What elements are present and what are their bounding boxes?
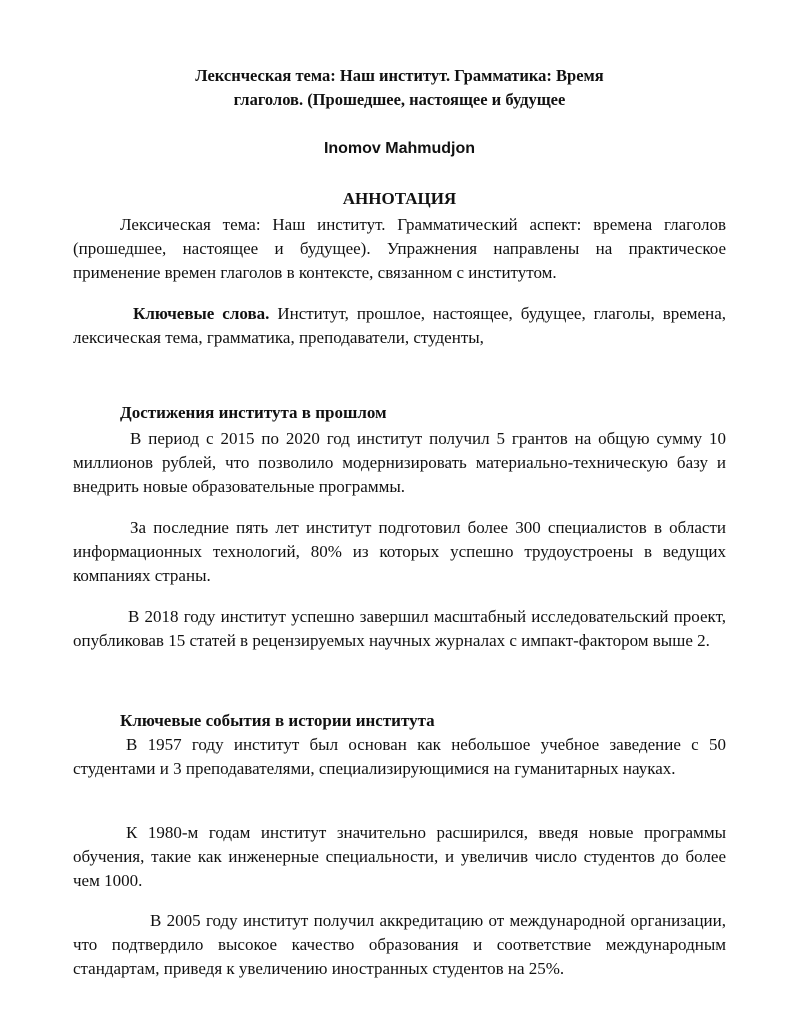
keywords-text: Институт, прошлое, настоящее, будущее, глаголы, времена, лексическая тема, грамматика, преподаватели, студенты, xyxy=(73,304,726,347)
section-heading-key-events: Ключевые события в истории института xyxy=(120,711,435,730)
document-title-line-1: Лекснческая тема: Наш институт. Грамматика: Время xyxy=(195,66,604,85)
author-name: Inomov Mahmudjon xyxy=(323,140,476,157)
section1-paragraph-2: За последние пять лет институт подготовил более 300 специалистов в области информационных технологий, 80% из которых успешно трудоустроены в ведущих компаниях страны. xyxy=(73,518,726,585)
keywords-label: Ключевые слова. xyxy=(133,304,270,323)
section2-paragraph-2: К 1980-м годам институт значительно расширился, введя новые программы обучения, такие как инженерные специальности, и увеличив число студентов до более чем 1000. xyxy=(73,823,726,890)
annotation-paragraph: Лексическая тема: Наш институт. Грамматический аспект: времена глаголов (прошедшее, настоящее и будущее). Упражнения направлены на практическое применение времен глаголов в контексте, связанном с институтом. xyxy=(73,215,726,282)
section-heading-past-achievements: Достижения института в прошлом xyxy=(120,403,387,422)
section2-paragraph-1: В 1957 году институт был основан как небольшое учебное заведение с 50 студентами и 3 преподавателями, специализирующимися на гуманитарных науках. xyxy=(73,735,726,778)
keywords-paragraph xyxy=(73,302,726,350)
section1-paragraph-3: В 2018 году институт успешно завершил масштабный исследовательский проект, опубликовав 15 статей в рецензируемых научных журналах с импакт-фактором выше 2. xyxy=(73,607,726,650)
section2-paragraph-3: В 2005 году институт получил аккредитацию от международной организации, что подтвердило высокое качество образования и соответствие международным стандартам, приведя к увеличению иностранных студентов на 25%. xyxy=(73,911,726,978)
document-page xyxy=(73,0,726,1035)
document-title-line-2: глаголов. (Прошедшее, настоящее и будущее xyxy=(233,90,566,109)
section1-paragraph-1: В период с 2015 по 2020 год институт получил 5 грантов на общую сумму 10 миллионов рублей, что позволило модернизировать материально-техническую базу и внедрить новые образовательные программы. xyxy=(73,429,726,496)
annotation-heading: АННОТАЦИЯ xyxy=(342,189,457,208)
